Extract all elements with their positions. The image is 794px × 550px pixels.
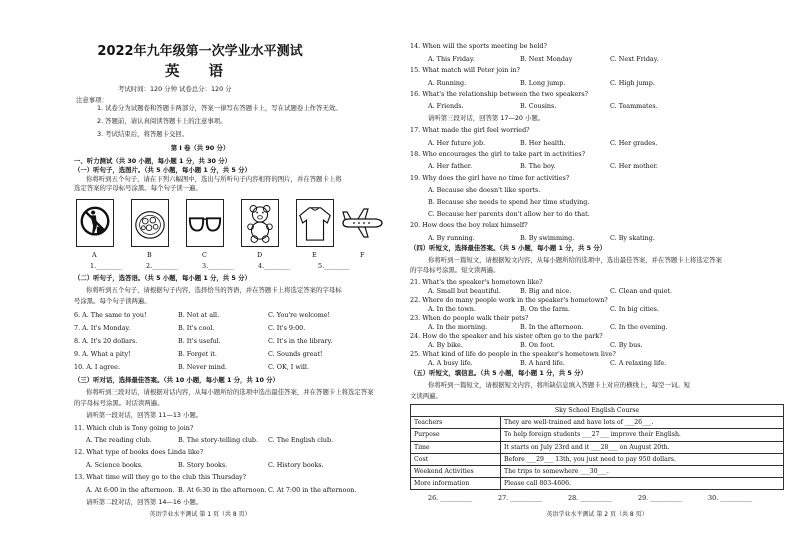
option-b: B. The story-telling club. [178,436,259,444]
table-cell-label: Purpose [411,429,501,441]
section-5-instruction: 你将听到一篇短文，请根据短文内容，将所缺信息填入答题卡上对应的横线上，每空一词。短 [428,381,691,389]
question-21: 21. What's the speaker's hometown like? [410,278,543,286]
question-12: 12. What type of books does Linda like? [74,448,204,456]
table-cell-value: To help foreign students ___27___ improve their English. [501,429,784,441]
picture-b [131,199,169,247]
option-b: B. A hard life. [520,359,565,367]
option-b: B. Not at all. [178,311,220,319]
answer-blank[interactable]: 27. __________ [498,494,543,502]
picture-d [241,199,279,247]
option-a: 9. A. What a pity! [74,350,131,358]
page-footer: 英语学业水平测试 第 1 页（共 8 页） [149,511,251,518]
option-c: C. By bus. [610,341,643,349]
section-3-heading: （三）听对话，选择最佳答案。（共 10 小题，每小题 1 分，共 10 分） [74,376,279,384]
note-line: 1. 试卷分为试题卷和答题卡两部分，答案一律写在答题卡上，写在试题卷上作答无效。 [97,104,342,112]
question-19: 19. Why does the girl have no time for activities? [410,174,570,182]
table-cell-value: They are well-trained and have lots of ___26___. [501,417,784,429]
option-c: C. You're welcome! [268,311,331,319]
option-a: A. Small but beautiful. [428,287,501,295]
section-5-instruction: 文读两遍。 [410,392,442,400]
table-cell-label: More information [411,478,501,490]
note-line: 2. 答题前，请认真阅读答题卡上的注意事项。 [97,117,227,125]
table-cell-label: Weekend Activities [411,465,501,477]
option-a: A. This Friday. [428,55,475,63]
option-c: C. Next Friday. [610,55,659,63]
option-a: A. At 6:00 in the afternoon. [86,486,175,494]
table-title: Sky School English Course [411,405,784,417]
option-a: A. By running. [428,234,475,242]
option-b: B. Story books. [178,461,228,469]
exam-title: 2022年九年级第一次学业水平测试 [97,44,303,59]
option-a: A. The reading club. [86,436,152,444]
question-23: 23. When do people walk their pets? [410,314,529,322]
answer-blank[interactable]: 2.________ [146,262,178,270]
option-c: C. Sounds great! [268,350,323,358]
option-b: B. Because she needs to spend her time studying. [428,198,590,206]
option-b: B. In the afternoon. [520,323,584,331]
option-a: A. A busy life. [428,359,473,367]
table-cell-value: It starts on July 23rd and it ___28___ on August 20th. [501,441,784,453]
option-a: 8. A. It's 20 dollars. [74,337,138,345]
option-c: C. The English club. [268,436,334,444]
food-plate-icon [132,200,168,246]
question-17: 17. What made the girl feel worried? [410,126,530,134]
option-c: C. It's 9:00. [268,324,306,332]
question-16: 16. What's the relationship between the two speakers? [410,90,589,98]
section-1-instruction: 你将听到五个句子，请在下列六幅图中，选出与所听句子内容相符的图片，并在答题卡上将 [86,175,342,183]
table-cell-label: Teachers [411,417,501,429]
picture-letter: B [147,251,152,259]
section-5-heading: （五）听短文，填信息。（共 5 小题，每小题 1 分，共 5 分） [410,369,587,377]
glasses-icon [187,200,223,246]
conversation-1-note: 请听第一段对话，回答第 11—13 小题。 [86,411,203,419]
section-1-heading: （一）听句子，选图片。（共 5 小题，每小题 1 分，共 5 分） [74,166,251,174]
subject-title: 英 语 [164,64,236,80]
question-25: 25. What kind of life do people in the speaker's hometown live? [410,350,616,358]
option-c: C. By skating. [610,234,655,242]
conversation-2-note: 请听第二段对话，回答第 14—16 小题。 [86,498,203,506]
table-title-row [411,405,784,417]
option-b: B. Forget it. [178,350,217,358]
option-c: C. Her grades. [610,139,658,147]
section-4-instruction: 的字母标号涂黑。短文读两遍。 [410,266,500,274]
table-row [411,478,784,490]
course-info-table [410,404,784,490]
option-c: C. At 7:00 in the afternoon. [268,486,357,494]
question-18: 18. Who encourages the girl to take part in activities? [410,150,586,158]
section-2-instruction: 你将听到五个句子，请根据句子内容，选择恰当的答语，并在答题卡上将选定答案的字母标 [86,286,342,294]
answer-blank[interactable]: 5.________ [318,262,350,270]
option-b: B. On foot. [520,341,555,349]
teddy-bear-icon [242,200,278,246]
table-row [411,453,784,465]
option-b: B. The boy. [520,162,556,170]
no-littering-icon [77,200,113,246]
table-row [411,465,784,477]
option-c: C. Clean and quiet. [610,287,673,295]
option-a: A. Her father. [428,162,473,170]
notes-title: 注意事项： [76,96,108,104]
option-b: B. It's cool. [178,324,215,332]
answer-blank[interactable]: 4.________ [258,262,290,270]
answer-blank[interactable]: 3.________ [202,262,234,270]
answer-blank[interactable]: 30. __________ [708,494,753,502]
table-cell-value: Before ___29___ 13th, you just need to pay 950 dollars. [501,453,784,465]
option-c: C. High jump. [610,79,655,87]
answer-blank[interactable]: 1.________ [90,262,122,270]
section-3-instruction: 的字母标号涂黑。对话读两遍。 [74,399,164,407]
answer-blank[interactable]: 26. __________ [428,494,473,502]
section-1-instruction: 选定答案的字母标号涂黑。每个句子读一遍。 [74,184,202,192]
section-4-instruction: 你将听到一篇短文，请根据短文内容，从每小题所给的选项中，选出最佳答案，并在答题卡上将选定答案 [428,256,722,264]
option-b: B. At 6:30 in the afternoon. [178,486,267,494]
option-a: 6. A. The same to you! [74,311,147,319]
option-a: A. Because she doesn't like sports. [428,186,541,194]
option-c: C. In the evening. [610,323,668,331]
option-b: B. Cousins. [520,102,557,110]
option-b: B. Long jump. [520,79,566,87]
table-cell-value: The trips to somewhere ___30___. [501,465,784,477]
option-b: B. On the farm. [520,305,570,313]
picture-letter: F [360,251,365,259]
section-4-heading: （四）听短文，选择最佳答案。（共 5 小题，每小题 1 分，共 5 分） [410,244,607,252]
question-15: 15. What match will Peter join in? [410,66,520,74]
option-a: A. Science books. [86,461,143,469]
option-b: B. Never mind. [178,363,227,371]
picture-c [186,199,224,247]
option-a: 7. A. It's Monday. [74,324,131,332]
option-a: A. In the morning. [428,323,488,331]
sweater-icon [297,200,333,246]
volume-title: 第 I 卷（共 90 分） [170,144,230,152]
conversation-3-note: 请听第三段对话，回答第 17—20 小题。 [428,114,545,122]
option-c: C. Teammates. [610,102,658,110]
picture-f [340,199,384,247]
page-footer: 英语学业水平测试 第 2 页（共 8 页） [546,511,648,518]
option-b: B. Her health. [520,139,566,147]
table-row [411,417,784,429]
question-22: 22. Where do many people work in the speaker's hometown? [410,296,608,304]
exam-info: 考试时间：120 分钟 试卷总分：120 分 [118,85,232,93]
question-24: 24. How do the speaker and his sister often go to the park? [410,332,603,340]
page-2 [400,0,794,550]
option-b: B. Next Monday [520,55,573,63]
picture-letter: E [312,251,317,259]
part-1-heading: 一、听力测试（共 30 小题，每小题 1 分，共 30 分） [74,157,232,165]
answer-blank[interactable]: 28. __________ [568,494,613,502]
option-c: C. In big cities. [610,305,659,313]
option-c: C. It's in the library. [268,337,333,345]
note-line: 3. 考试结束后，将答题卡交回。 [97,130,189,138]
option-c: C. OK, I will. [268,363,309,371]
option-c: C. Her mother. [610,162,658,170]
option-a: 10. A. I agree. [74,363,120,371]
option-a: A. Running. [428,79,467,87]
picture-letter: A [92,251,97,259]
option-a: A. In the town. [428,305,476,313]
table-row [411,429,784,441]
option-c: C. A relaxing life. [610,359,667,367]
question-11: 11. Which club is Tony going to join? [74,424,194,432]
option-c: C. Because her parents don't allow her to do that. [428,210,590,218]
question-14: 14. When will the sports meeting be held? [410,42,547,50]
picture-letter: C [202,251,207,259]
option-a: A. By bike. [428,341,463,349]
table-cell-label: Time [411,441,501,453]
table-cell-value: Please call 803-4606. [501,478,784,490]
option-b: B. It's useful. [178,337,221,345]
question-13: 13. What time will they go to the club this Thursday? [74,473,247,481]
table-cell-label: Cost [411,453,501,465]
section-3-instruction: 你将听到三段对话，请根据对话内容，从每小题所给的选项中选出最佳答案，并在答题卡上将选定答案 [86,388,374,396]
option-c: C. History books. [268,461,324,469]
option-a: A. Her future job. [428,139,486,147]
section-2-instruction: 号涂黑。每个句子读两遍。 [74,297,151,305]
answer-blank[interactable]: 29. __________ [638,494,683,502]
question-20: 20. How does the boy relax himself? [410,221,528,229]
option-a: A. Friends. [428,102,464,110]
picture-a [76,199,114,247]
airplane-icon [340,199,384,247]
option-b: B. By swimming. [520,234,575,242]
picture-e [296,199,334,247]
section-2-heading: （二）听句子，选答语。（共 5 小题，每小题 1 分，共 5 分） [74,274,251,282]
table-row [411,441,784,453]
option-b: B. Big and nice. [520,287,572,295]
picture-letter: D [257,251,263,259]
